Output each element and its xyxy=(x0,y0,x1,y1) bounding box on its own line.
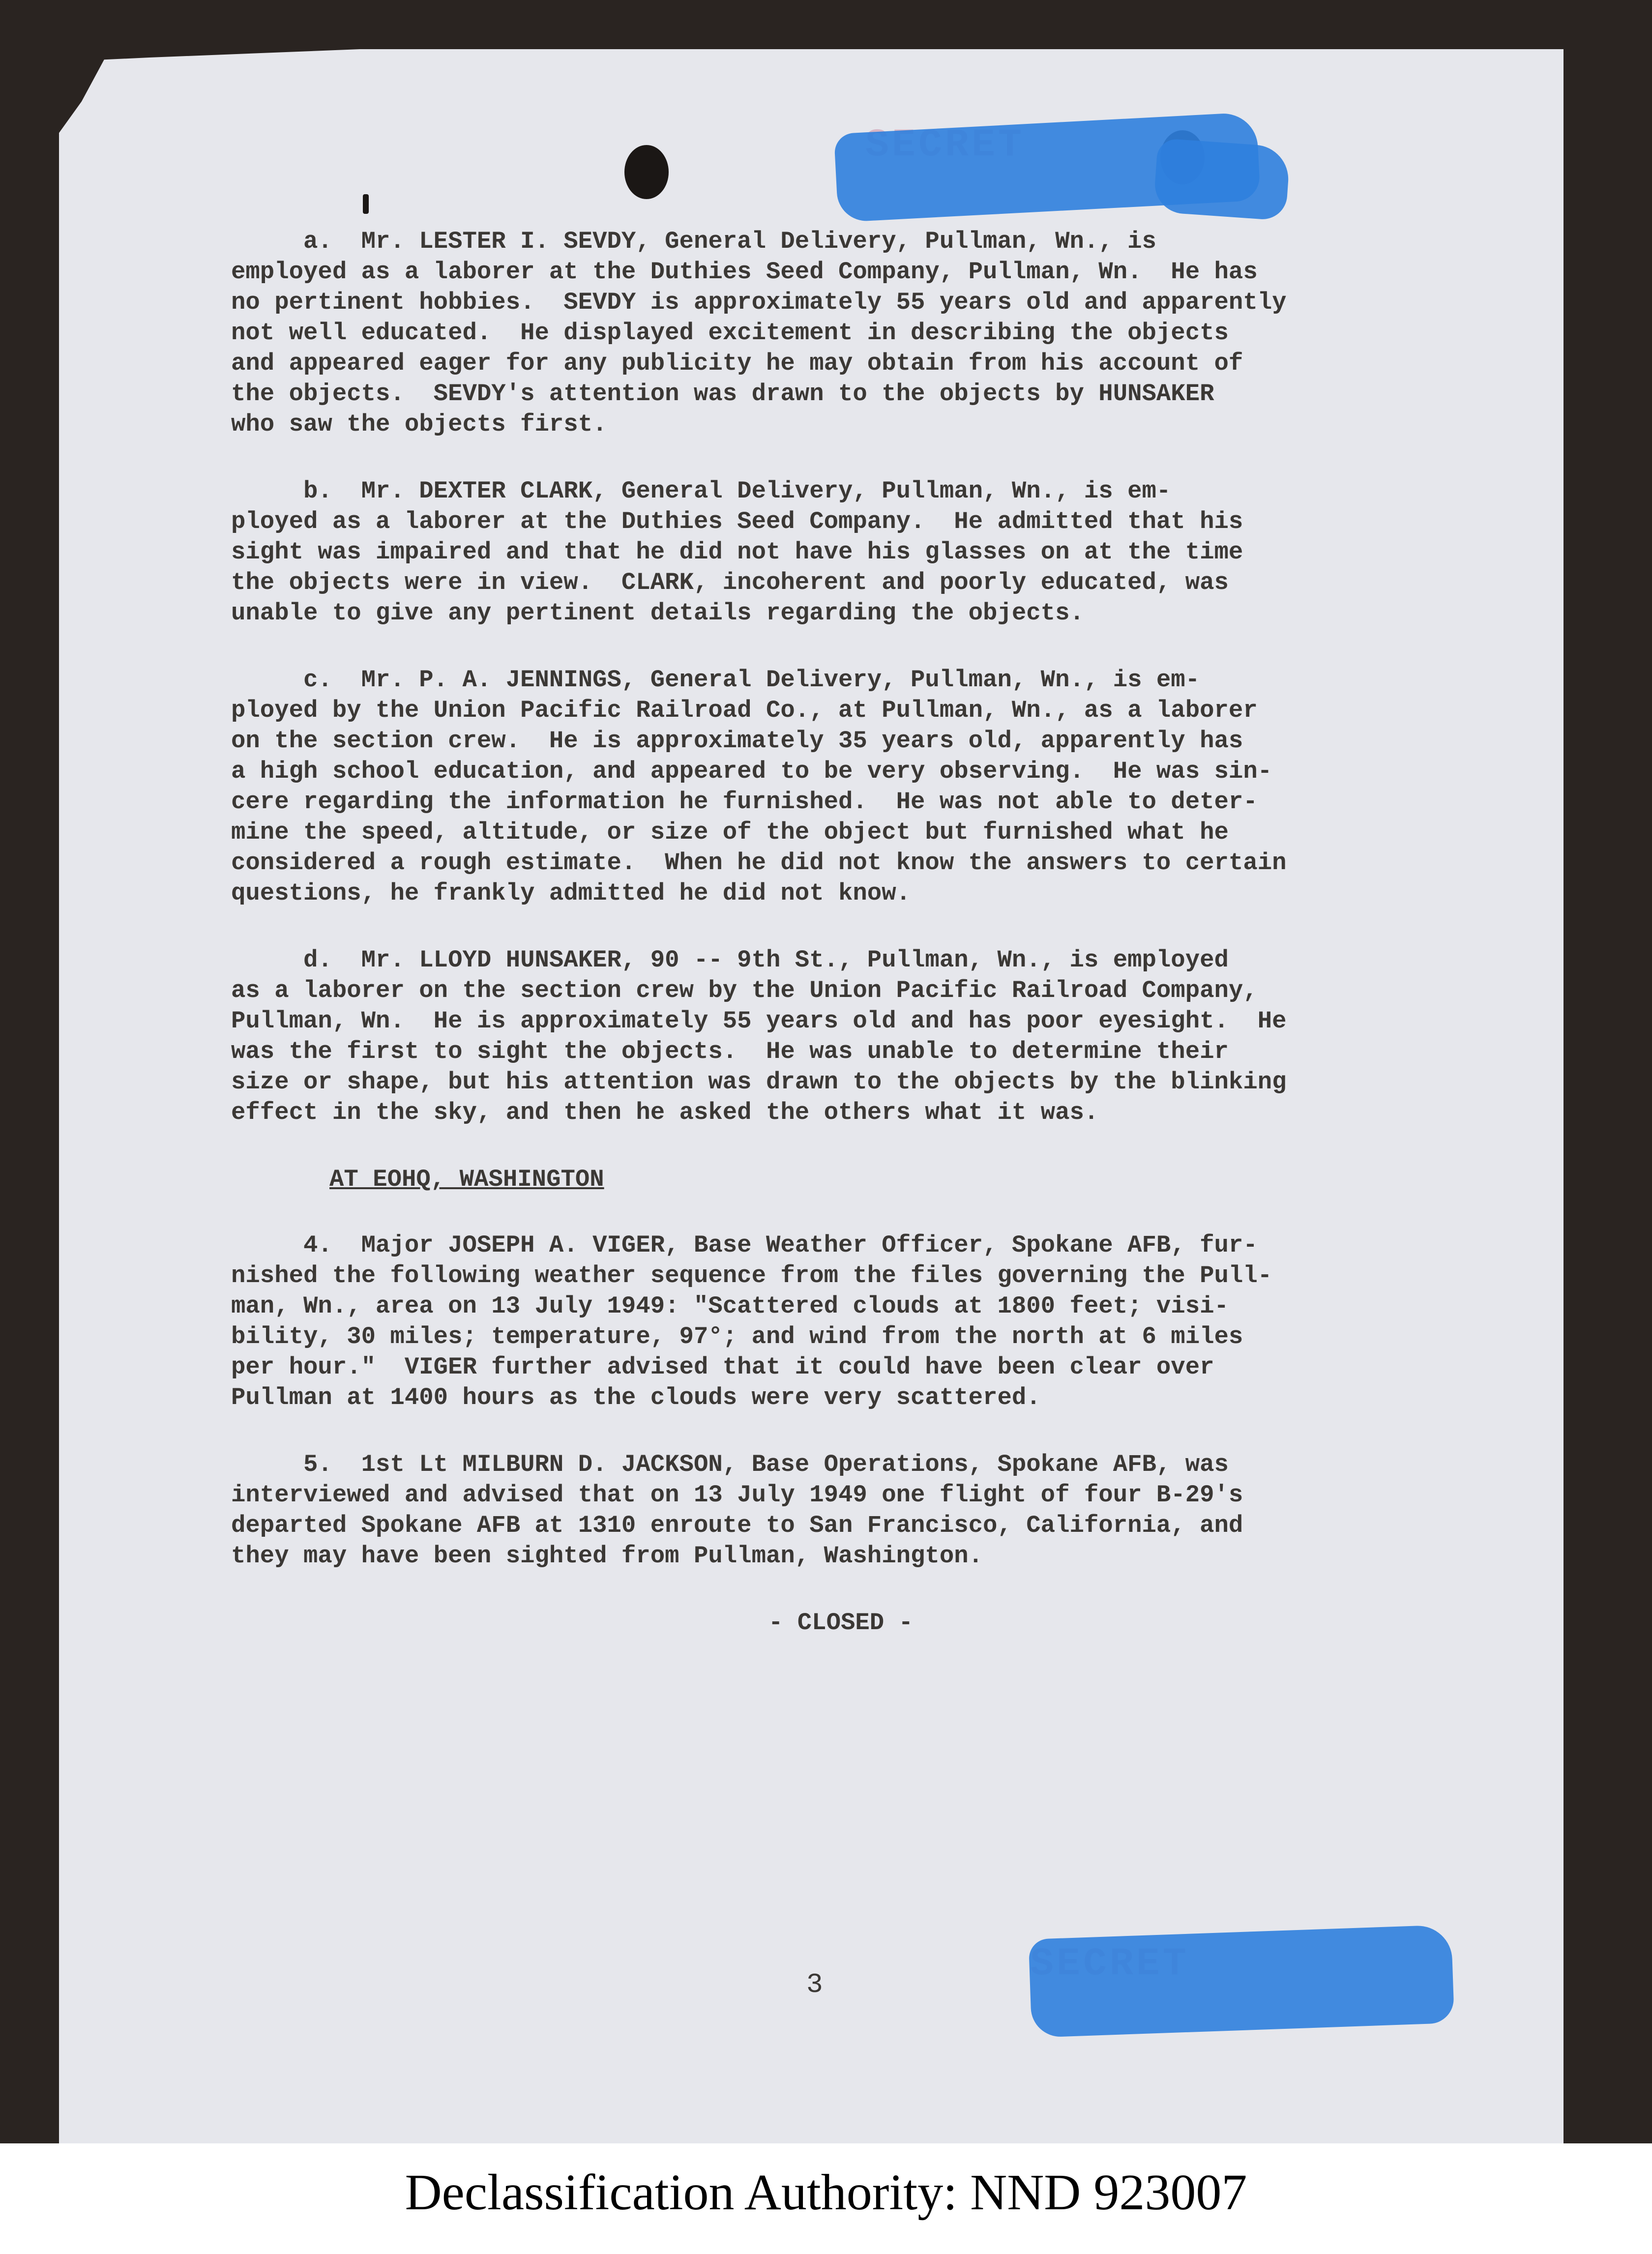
text-line: the objects. SEVDY's attention was drawn to the objects by HUNSAKER xyxy=(231,380,1214,408)
numbered-paragraph-2 xyxy=(231,1449,1450,1571)
text-line: no pertinent hobbies. SEVDY is approximately 55 years old and apparently xyxy=(231,289,1287,316)
section-heading: AT EOHQ, WASHINGTON xyxy=(329,1166,604,1193)
document-body xyxy=(231,226,1450,1638)
witness-paragraphs xyxy=(231,226,1450,1128)
text-line: nished the following weather sequence from the files governing the Pull- xyxy=(231,1262,1272,1289)
punch-hole-left xyxy=(624,145,669,199)
page-number: 3 xyxy=(806,1969,823,2000)
text-line: d. Mr. LLOYD HUNSAKER, 90 -- 9th St., Pullman, Wn., is employed xyxy=(231,946,1229,974)
text-line: cere regarding the information he furnished. He was not able to deter- xyxy=(231,788,1258,816)
text-line: b. Mr. DEXTER CLARK, General Delivery, Pullman, Wn., is em- xyxy=(231,477,1171,505)
text-line: per hour." VIGER further advised that it could have been clear over xyxy=(231,1353,1214,1381)
text-line: who saw the objects first. xyxy=(231,410,607,438)
paragraph-3 xyxy=(231,665,1450,908)
text-line: as a laborer on the section crew by the Union Pacific Railroad Company, xyxy=(231,977,1258,1004)
text-line: they may have been sighted from Pullman, Washington. xyxy=(231,1542,983,1570)
text-line: effect in the sky, and then he asked the others what it was. xyxy=(231,1099,1099,1126)
text-line: Pullman at 1400 hours as the clouds were very scattered. xyxy=(231,1384,1041,1411)
text-line: ployed by the Union Pacific Railroad Co., at Pullman, Wn., as a laborer xyxy=(231,697,1258,724)
closing-mark: - CLOSED - xyxy=(768,1609,914,1637)
paragraph-2 xyxy=(231,476,1450,628)
text-line: c. Mr. P. A. JENNINGS, General Delivery, Pullman, Wn., is em- xyxy=(231,666,1200,694)
text-line: not well educated. He displayed excitement in describing the objects xyxy=(231,319,1229,347)
margin-mark xyxy=(363,194,369,214)
text-line: sight was impaired and that he did not have his glasses on at the time xyxy=(231,538,1243,566)
text-line: on the section crew. He is approximately 35 years old, apparently has xyxy=(231,727,1243,755)
text-line: considered a rough estimate. When he did not know the answers to certain xyxy=(231,849,1287,877)
text-line: man, Wn., area on 13 July 1949: "Scattered clouds at 1800 feet; visi- xyxy=(231,1292,1229,1320)
redaction-marker-bottom xyxy=(1029,1925,1454,2038)
text-line: questions, he frankly admitted he did not know. xyxy=(231,879,911,907)
text-line: a high school education, and appeared to be very observing. He was sin- xyxy=(231,758,1272,785)
text-line: Pullman, Wn. He is approximately 55 years old and has poor eyesight. He xyxy=(231,1007,1287,1035)
text-line: the objects were in view. CLARK, incoherent and poorly educated, was xyxy=(231,569,1229,596)
paragraph-1 xyxy=(231,226,1450,439)
text-line: and appeared eager for any publicity he may obtain from his account of xyxy=(231,350,1243,377)
numbered-paragraph-1 xyxy=(231,1230,1450,1413)
text-line: was the first to sight the objects. He was unable to determine their xyxy=(231,1038,1229,1065)
declassification-footer: Declassification Authority: NND 923007 xyxy=(405,2164,1247,2221)
text-line: interviewed and advised that on 13 July 1949 one flight of four B-29's xyxy=(231,1481,1243,1509)
numbered-paragraphs xyxy=(231,1230,1450,1571)
text-line: departed Spokane AFB at 1310 enroute to San Francisco, California, and xyxy=(231,1512,1243,1539)
text-line: employed as a laborer at the Duthies Seed Company, Pullman, Wn. He has xyxy=(231,258,1258,286)
text-line: 4. Major JOSEPH A. VIGER, Base Weather Officer, Spokane AFB, fur- xyxy=(231,1231,1258,1259)
text-line: bility, 30 miles; temperature, 97°; and wind from the north at 6 miles xyxy=(231,1323,1243,1350)
text-line: unable to give any pertinent details regarding the objects. xyxy=(231,599,1084,627)
text-line: a. Mr. LESTER I. SEVDY, General Delivery, Pullman, Wn., is xyxy=(231,228,1156,255)
paragraph-4 xyxy=(231,945,1450,1128)
text-line: 5. 1st Lt MILBURN D. JACKSON, Base Operations, Spokane AFB, was xyxy=(231,1451,1229,1478)
text-line: ployed as a laborer at the Duthies Seed Company. He admitted that his xyxy=(231,508,1243,535)
text-line: mine the speed, altitude, or size of the object but furnished what he xyxy=(231,819,1229,846)
redaction-marker-top-right xyxy=(1153,138,1291,221)
text-line: size or shape, but his attention was drawn to the objects by the blinking xyxy=(231,1068,1287,1096)
